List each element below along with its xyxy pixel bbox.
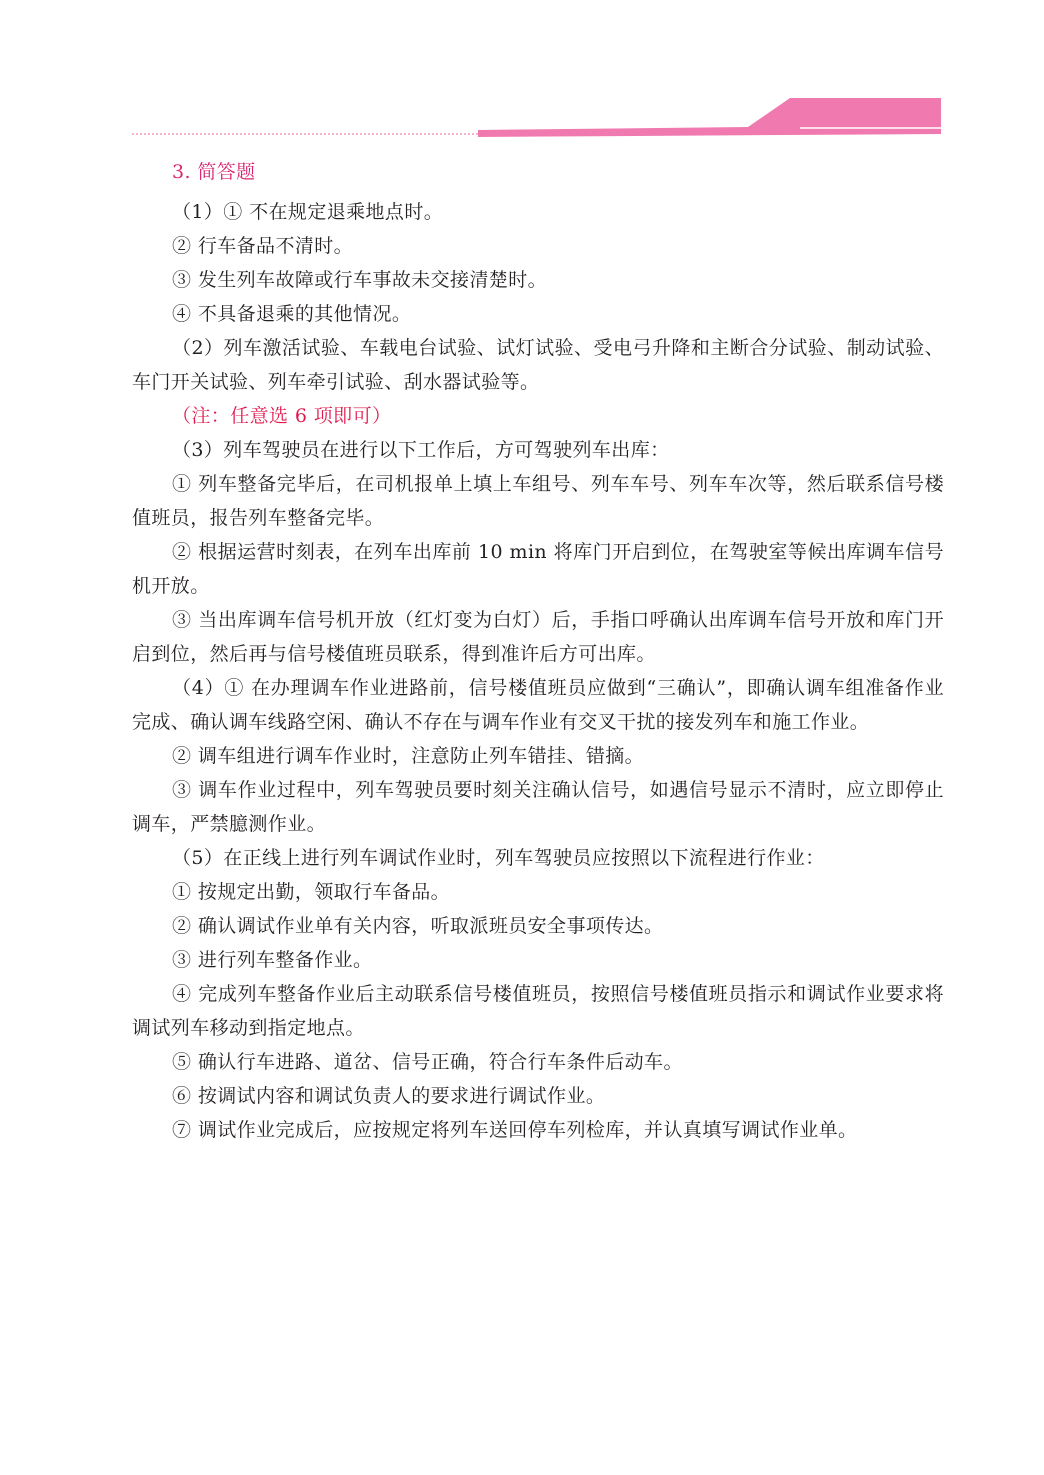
- paragraph: （2）列车激活试验、车载电台试验、试灯试验、受电弓升降和主断合分试验、制动试验、车门开关试验、列车牵引试验、刮水器试验等。: [132, 337, 944, 393]
- paragraph: ③ 发生列车故障或行车事故未交接清楚时。: [172, 269, 548, 291]
- paragraph: ① 按规定出勤，领取行车备品。: [172, 881, 451, 903]
- paragraph: ② 根据运营时刻表，在列车出库前 10 min 将库门开启到位，在驾驶室等候出库调车信号机开放。: [132, 541, 944, 597]
- paragraph: （1）① 不在规定退乘地点时。: [172, 201, 444, 223]
- header-decoration: [0, 0, 1044, 150]
- paragraph: ③ 进行列车整备作业。: [172, 949, 373, 971]
- answer-content: [132, 155, 944, 1147]
- paragraph: ③ 当出库调车信号机开放（红灯变为白灯）后，手指口呼确认出库调车信号开放和库门开启到位，然后再与信号楼值班员联系，得到准许后方可出库。: [132, 609, 944, 665]
- paragraph: （4）① 在办理调车作业进路前，信号楼值班员应做到“三确认”，即确认调车组准备作业完成、确认调车线路空闲、确认不存在与调车作业有交叉干扰的接发列车和施工作业。: [132, 677, 944, 733]
- paragraph: （5）在正线上进行列车调试作业时，列车驾驶员应按照以下流程进行作业：: [172, 847, 825, 869]
- paragraph: ④ 完成列车整备作业后主动联系信号楼值班员，按照信号楼值班员指示和调试作业要求将调试列车移动到指定地点。: [132, 983, 944, 1039]
- paragraph: ④ 不具备退乘的其他情况。: [172, 303, 412, 325]
- paragraph: ② 确认调试作业单有关内容，听取派班员安全事项传达。: [172, 915, 664, 937]
- paragraph: ③ 调车作业过程中，列车驾驶员要时刻关注确认信号，如遇信号显示不清时，应立即停止调车，严禁臆测作业。: [132, 779, 944, 835]
- note: （注：任意选 6 项即可）: [172, 405, 392, 427]
- paragraph: ⑦ 调试作业完成后，应按规定将列车送回停车列检库，并认真填写调试作业单。: [172, 1119, 858, 1141]
- section-title: 3. 简答题: [172, 161, 256, 183]
- paragraph: ② 行车备品不清时。: [172, 235, 354, 257]
- paragraph: ⑥ 按调试内容和调试负责人的要求进行调试作业。: [172, 1085, 606, 1107]
- paragraph: ② 调车组进行调车作业时，注意防止列车错挂、错摘。: [172, 745, 645, 767]
- paragraph: （3）列车驾驶员在进行以下工作后，方可驾驶列车出库：: [172, 439, 670, 461]
- paragraph: ① 列车整备完毕后，在司机报单上填上车组号、列车车号、列车车次等，然后联系信号楼值班员，报告列车整备完毕。: [132, 473, 944, 529]
- paragraph: ⑤ 确认行车进路、道岔、信号正确，符合行车条件后动车。: [172, 1051, 683, 1073]
